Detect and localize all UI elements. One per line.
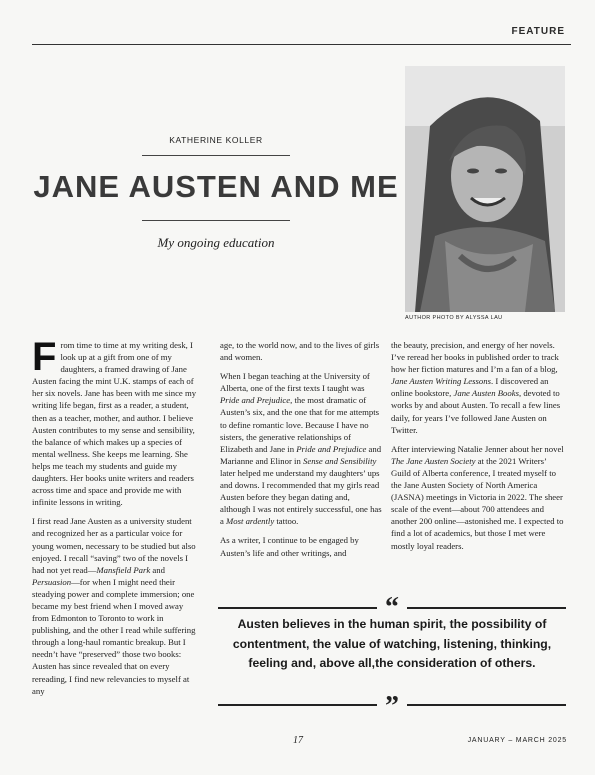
issue-date: JANUARY – MARCH 2025 xyxy=(467,737,567,744)
article-subtitle: My ongoing education xyxy=(157,235,275,250)
byline-rule xyxy=(142,155,290,156)
paragraph: From time to time at my writing desk, I look up at a gift from one of my daughters, a framed drawing of Jane Austen facing the mint U.K. stamps of each of her six novels. Jane has been with me since my writing life began, first as a reader, a student, then as a teacher, mother, and author. I believe Austen contributes to my sense and sensibility, the balance of which makes up a species of mental wellness. She keeps me learning. She helps me teach my students and guide my daughters. Her books unite writers and readers across time and space and provide me with infinite lessons in writing. xyxy=(32,335,197,508)
article-title: JANE AUSTEN AND ME xyxy=(33,169,399,204)
paragraph: When I began teaching at the University of Alberta, one of the first texts I taught was Pride and Prejudice, the most dramatic of Austen’s six, and the one that for me attempts to define romantic love. Because I have no sisters, the generative relationships of Elizabeth and Jane in Pride and Prejudice and Marianne and Elinor in Sense and Sensibility later helped me understand my daughters’ ups and downs. I recommended that my girls read Austen before they began dating and, although I was not entirely successful, one has a Most ardently tattoo. xyxy=(220,371,382,527)
paragraph: As a writer, I continue to be engaged by Austen’s life and other writings, and xyxy=(220,535,359,558)
pull-quote-text: Austen believes in the human spirit, the possibility of contentment, the value of watching, listening, thinking, feeling and, above all,the consideration of others. xyxy=(232,617,552,670)
pull-quote xyxy=(218,592,566,722)
author-byline: KATHERINE KOLLER xyxy=(169,135,263,145)
body-column-1 xyxy=(32,335,202,704)
paragraph: After interviewing Natalie Jenner about her novel The Jane Austen Society at the 2021 Writers’ Guild of Alberta conference, I treated myself to the Jane Austen Society of North America (JASNA) meetings in Victoria in 2022. The sheer scale of the event—about 700 attendees and another 200 online—astonished me. I expected to find a lot of academics, but those I met were mostly loyal readers. xyxy=(391,443,564,551)
paragraph: I first read Jane Austen as a university student and recognized her as a particular voice for young women, necessary to be studied but also enjoyed. I recall “saving” two of the novels I had not yet read—Mansfield Park and Persuasion—for when I might need their steadying power and complete immersion; one became my best friend when I moved away from Edmonton to Toronto to work in publishing, and the other I read while suffering through a long-haul romantic breakup. But I needn’t have “preserved” those two books: Austen has since revealed that on every rereading, I find new relevancies to myself at any xyxy=(32,516,196,696)
photo-credit: AUTHOR PHOTO BY ALYSSA LAU xyxy=(405,315,503,321)
section-label: FEATURE xyxy=(511,26,565,37)
header-rule xyxy=(32,44,571,45)
open-quote-icon: “ xyxy=(377,598,407,618)
drop-cap: F xyxy=(32,335,57,379)
paragraph: age, to the world now, and to the lives of girls and women. xyxy=(220,340,380,363)
title-rule xyxy=(142,220,290,221)
body-column-3 xyxy=(391,339,567,559)
paragraph: the beauty, precision, and energy of her novels. I’ve reread her books in published order to track how her fiction matures and I’m a fan of a blog, Jane Austen Writing Lessons. I discovered an online bookstore, Jane Austen Books, devoted to works by and about Austen. To recall a few lines daily, for years I’ve followed Jane Austen on Twitter. xyxy=(391,340,561,435)
body-column-2 xyxy=(220,339,382,566)
author-photo xyxy=(405,66,565,312)
close-quote-icon: ” xyxy=(377,697,407,717)
page-number: 17 xyxy=(293,735,303,746)
